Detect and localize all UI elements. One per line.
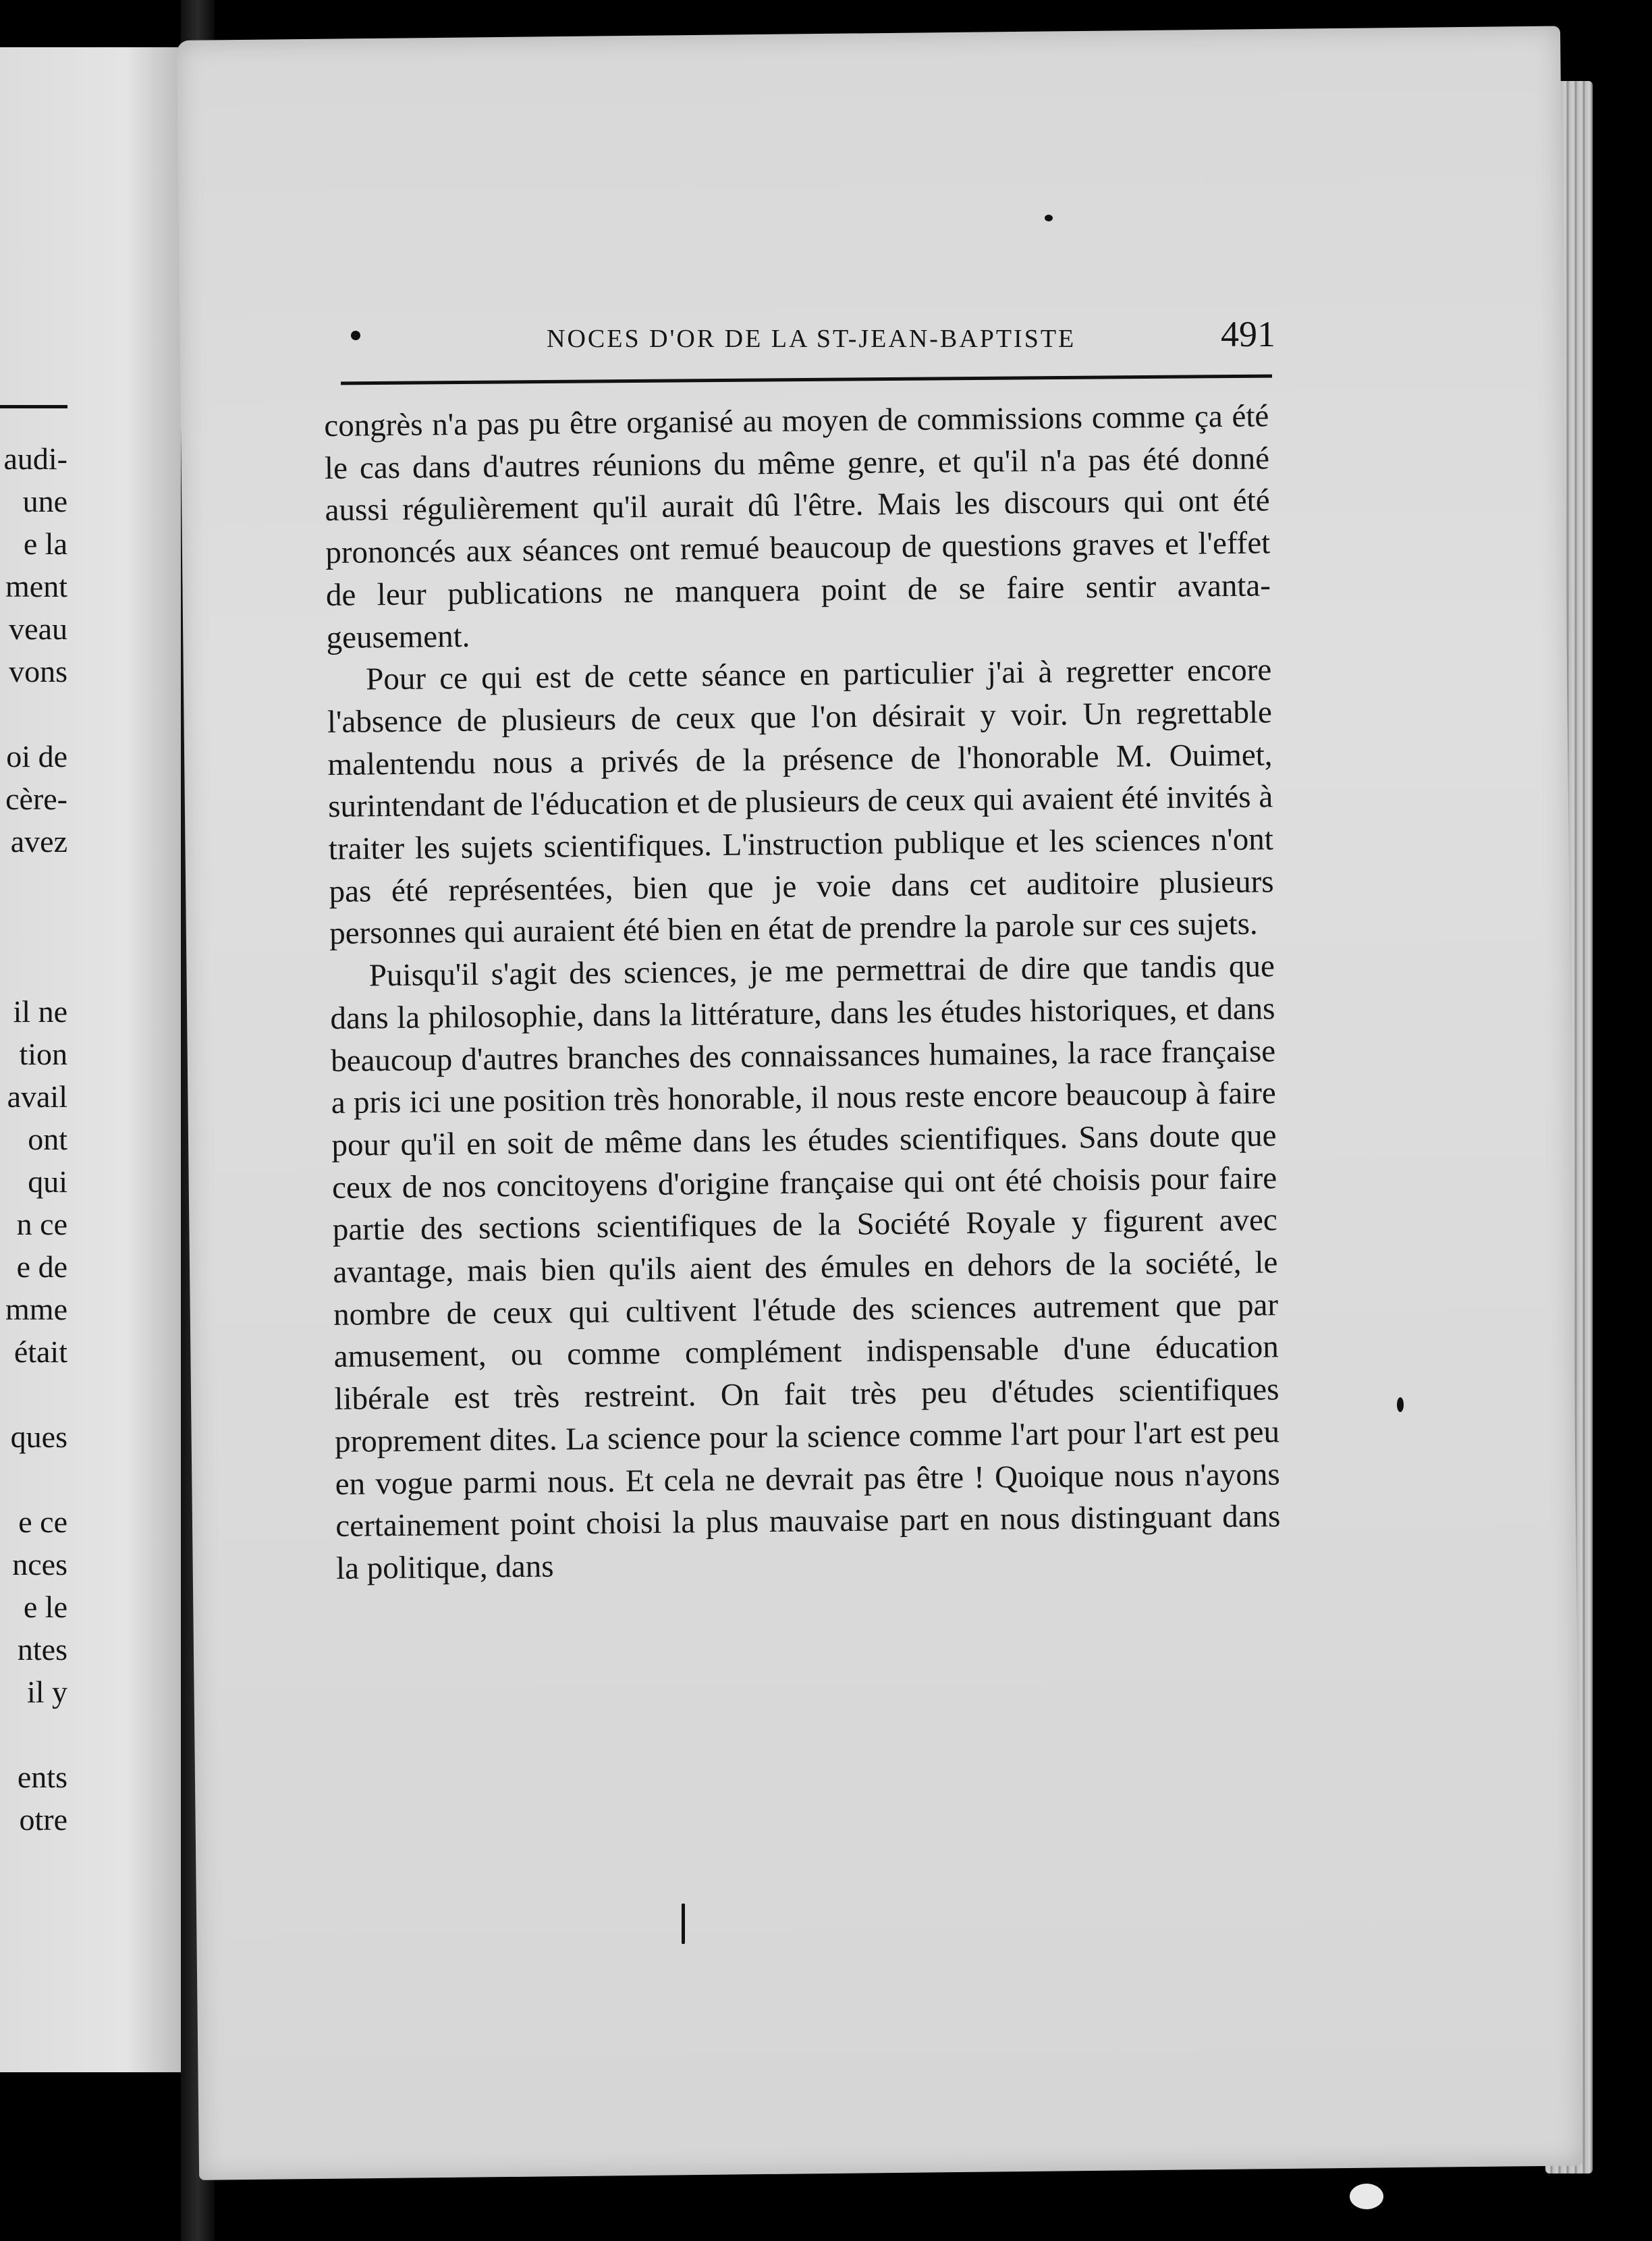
previous-page-fragment: nces: [12, 1547, 67, 1582]
scan-speck: [1350, 2184, 1383, 2209]
previous-page-fragment: était: [13, 1334, 67, 1369]
previous-page-fragment: e de: [16, 1249, 67, 1284]
previous-page-fragment: mme: [5, 1292, 67, 1326]
previous-page-blank-line: [0, 948, 67, 990]
running-head: NOCES D'OR DE LA ST-JEAN-BAPTISTE: [547, 325, 1076, 353]
previous-page-fragment: une: [22, 484, 67, 518]
previous-page-fragment: veau: [9, 612, 67, 646]
paragraph-3: Puisqu'il s'agit des sciences, je me permettrai de dire que tandis que dans la philosophie, dans la littérature, dans les études historiques, et dans beaucoup d'autres branches des connaissances humaines, la race française a pris ici une position très honorable, il nous reste encore beaucoup à faire pour qu'il en soit de même dans les études scientifiques. Sans doute que ceux de nos concitoyens d'origine française qui ont été choisis pour faire partie des sections scientifiques de la Société Royale y figurent avec avantage, mais bien qu'ils aient des émules en dehors de la société, le nombre de ceux qui cultivent l'étude des sciences autrement que par amusement, ou comme complément indispensable d'une éducation libérale est très restreint. On fait très peu d'études scientifiques proprement dites. La science pour la science comme l'art pour l'art est peu en vogue parmi nous. Et cela ne devrait pas être ! Quoique nous n'ayons certainement point choisi la plus mauvaise part en nous distinguant dans la politique, dans: [330, 948, 1281, 1586]
previous-page-fragment: ment: [5, 569, 67, 603]
scan-speck: [1397, 1397, 1404, 1412]
previous-page-fragment: n ce: [16, 1207, 67, 1241]
previous-page-fragment: cère-: [5, 782, 67, 816]
previous-page-fragment: e ce: [18, 1505, 67, 1539]
previous-page-fragment: ont: [28, 1122, 67, 1156]
paragraph-1: congrès n'a pas pu être organisé au moyen de commissions comme ça été le cas dans d'autres réunions du même genre, et qu'il n'a pas été donné aussi régulièrement qu'il aurait dû l'être. Mais les discours qui ont été prononcés aux séances ont remué beaucoup de questions graves et l'effet de leur publications ne manquera point de se faire sentir avantageusement.: [324, 398, 1271, 655]
paragraph-2: Pour ce qui est de cette séance en particulier j'ai à regretter encore l'absence de plusieurs de ceux que l'on désirait y voir. Un regrettable malentendu nous a privés de la présence de l'honorable M. Ouimet, surintendant de l'éducation et de plusieurs de ceux qui avaient été invités à traiter les sujets scientifiques. L'instruction publique et les sciences n'ont pas été représentées, bien que je voie dans cet auditoire plusieurs personnes qui auraient été bien en état de prendre la parole sur ces sujets.: [327, 652, 1274, 952]
previous-page-text-fragments: [0, 437, 67, 1841]
scan-speck: [351, 331, 360, 340]
previous-page-fragment: ques: [10, 1420, 67, 1454]
previous-page-fragment: ents: [17, 1760, 67, 1794]
previous-page-blank-line: [0, 1373, 67, 1415]
page-header: [513, 314, 1275, 371]
previous-page-fragment: vons: [9, 654, 67, 688]
previous-page-fragment: avez: [10, 824, 67, 859]
previous-page-fragment: e la: [23, 526, 67, 561]
previous-page-fragment: il ne: [13, 994, 67, 1029]
previous-page-fragment: qui: [28, 1164, 67, 1199]
previous-page-fragment: tion: [19, 1037, 67, 1071]
previous-page-fragment: il y: [26, 1675, 67, 1709]
previous-page-blank-line: [0, 905, 67, 948]
previous-page-fragment: ntes: [17, 1632, 67, 1667]
body-text: [324, 395, 1281, 1590]
previous-page-blank-line: [0, 1458, 67, 1501]
previous-page-blank-line: [0, 1713, 67, 1756]
previous-page-fragment: otre: [19, 1802, 67, 1837]
previous-page: [0, 47, 181, 2072]
previous-page-fragment: avail: [7, 1079, 67, 1114]
scan-speck: [682, 1904, 685, 1944]
previous-page-fragment: oi de: [6, 739, 67, 774]
previous-page-blank-line: [0, 863, 67, 905]
previous-page-fragment: e le: [23, 1590, 67, 1624]
previous-page-blank-line: [0, 693, 67, 735]
scan-speck: [1045, 215, 1053, 221]
page-number: 491: [1221, 314, 1275, 354]
previous-page-fragment: audi-: [3, 441, 67, 476]
previous-page-rule: [0, 405, 67, 408]
